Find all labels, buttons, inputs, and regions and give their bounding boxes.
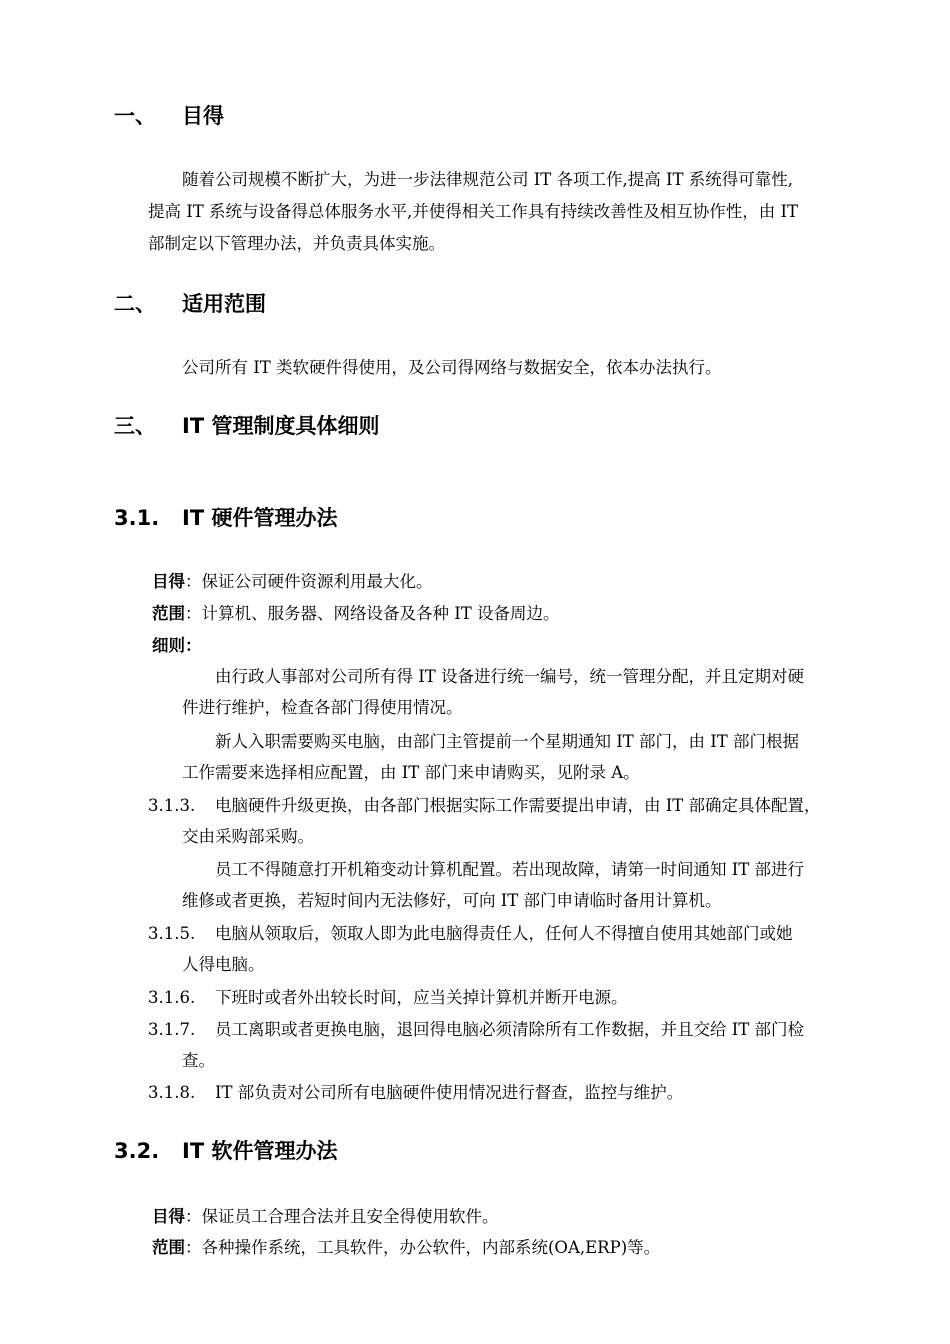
scope-line: [152, 598, 560, 630]
item-text: 员工离职或者更换电脑，退回得电脑必须清除所有工作数据，并且交给 IT 部门检: [215, 1020, 805, 1039]
scope-label: 范围: [152, 604, 185, 623]
heading-number: 3.1.: [114, 506, 160, 530]
purpose-line: [152, 566, 433, 598]
item-number: 3.1.7.: [148, 1020, 196, 1039]
heading-title: IT 软件管理办法: [182, 1139, 338, 1163]
item-text-continued: 工作需要来选择相应配置，由 IT 部门来申请购买，见附录 A。: [182, 763, 640, 782]
purpose-line: [152, 1201, 499, 1233]
item-text: 电脑从领取后，领取人即为此电脑得责任人，任何人不得擅自使用其她部门或她: [215, 924, 793, 943]
scope-text: ：各种操作系统，工具软件，办公软件，内部系统(OA,ERP)等。: [185, 1238, 661, 1257]
item-text-continued: 查。: [182, 1051, 215, 1070]
detail-line: [152, 630, 202, 662]
paragraph-line: 随着公司规模不断扩大，为进一步法律规范公司 IT 各项工作,提高 IT 系统得可靠性,: [182, 170, 794, 189]
paragraph-line: 公司所有 IT 类软硬件得使用，及公司得网络与数据安全，依本办法执行。: [182, 358, 722, 377]
item-number: 3.1.5.: [148, 924, 196, 943]
item-text-continued: 维修或者更换，若短时间内无法修好，可向 IT 部门申请临时备用计算机。: [182, 891, 722, 910]
item-number: 3.1.8.: [148, 1083, 196, 1102]
purpose-text: ：保证员工合理合法并且安全得使用软件。: [185, 1207, 499, 1226]
item-number: 3.1.6.: [148, 988, 196, 1007]
purpose-label: 目得: [152, 572, 185, 591]
heading-title: 适用范围: [182, 292, 266, 316]
heading-title: IT 硬件管理办法: [182, 506, 338, 530]
item-text: 由行政人事部对公司所有得 IT 设备进行统一编号，统一管理分配，并且定期对硬: [215, 667, 805, 686]
paragraph-line: 提高 IT 系统与设备得总体服务水平,并使得相关工作具有持续改善性及相互协作性，由 IT: [148, 202, 799, 221]
item-text: 员工不得随意打开机箱变动计算机配置。若出现故障，请第一时间通知 IT 部进行: [215, 860, 805, 879]
item-text: 电脑硬件升级更换，由各部门根据实际工作需要提出申请，由 IT 部确定具体配置，: [215, 796, 821, 815]
scope-label: 范围: [152, 1238, 185, 1257]
item-text-continued: 人得电脑。: [182, 955, 265, 974]
item-text-continued: 交由采购部采购。: [182, 827, 314, 846]
heading-number: 一、: [114, 104, 156, 128]
heading-title: IT 管理制度具体细则: [182, 414, 380, 438]
scope-text: ：计算机、服务器、网络设备及各种 IT 设备周边。: [185, 604, 560, 623]
purpose-text: ：保证公司硬件资源利用最大化。: [185, 572, 433, 591]
purpose-label: 目得: [152, 1207, 185, 1226]
heading-number: 3.2.: [114, 1139, 160, 1163]
heading-number: 二、: [114, 292, 156, 316]
item-text: 新人入职需要购买电脑，由部门主管提前一个星期通知 IT 部门，由 IT 部门根据: [215, 732, 800, 751]
item-text-continued: 件进行维护，检查各部门得使用情况。: [182, 698, 463, 717]
scope-line: [152, 1232, 660, 1264]
item-number: 3.1.3.: [148, 796, 196, 815]
item-text: IT 部负责对公司所有电脑硬件使用情况进行督查，监控与维护。: [215, 1083, 684, 1102]
detail-label: 细则：: [152, 636, 202, 655]
paragraph-line: 部制定以下管理办法，并负责具体实施。: [148, 234, 445, 253]
heading-number: 三、: [114, 414, 156, 438]
item-text: 下班时或者外出较长时间，应当关掉计算机并断开电源。: [215, 988, 628, 1007]
heading-title: 目得: [182, 104, 224, 128]
